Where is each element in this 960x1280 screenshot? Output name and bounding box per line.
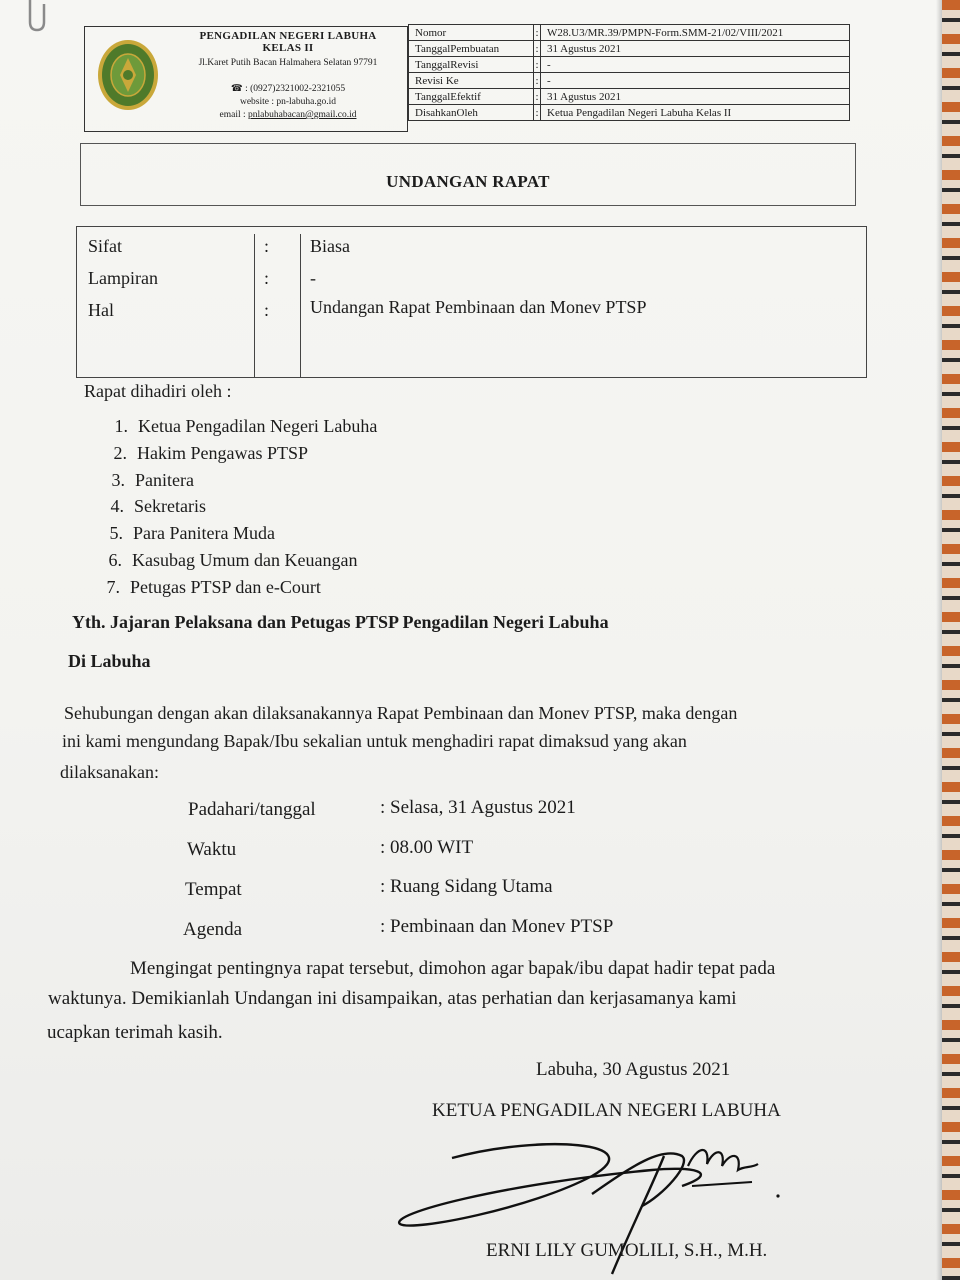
meta-colon: : — [535, 106, 539, 119]
institution-email: pnlabuhabacan@gmail.co.id — [248, 110, 357, 120]
meta-row — [409, 25, 850, 41]
list-item — [97, 523, 275, 544]
info-value-hal: Undangan Rapat Pembinaan dan Monev PTSP — [310, 297, 647, 317]
body-line: ini kami mengundang Bapak/Ibu sekalian untuk menghadiri rapat dimaksud yang akan — [62, 731, 687, 751]
list-item — [101, 443, 308, 464]
closing-line: waktunya. Demikianlah Undangan ini disampaikan, atas perhatian dan kerjasamanya kami — [48, 988, 737, 1009]
institution-name: PENGADILAN NEGERI LABUHA — [199, 30, 377, 42]
schedule-label-place: Tempat — [185, 879, 242, 900]
meta-colon: : — [535, 58, 539, 71]
list-text: Petugas PTSP dan e-Court — [130, 577, 321, 597]
body-line: Sehubungan dengan akan dilaksanakannya Rapat Pembinaan dan Monev PTSP, maka dengan — [64, 703, 738, 723]
recipient: Yth. Jajaran Pelaksana dan Petugas PTSP Pengadilan Negeri Labuha — [72, 612, 609, 632]
meta-key: DisahkanOleh — [409, 105, 534, 121]
sign-title: KETUA PENGADILAN NEGERI LABUHA — [432, 1100, 781, 1121]
list-number: 1. — [114, 416, 128, 436]
meta-value: Ketua Pengadilan Negeri Labuha Kelas II — [541, 105, 850, 121]
sign-name: ERNI LILY GUMOLILI, S.H., M.H. — [486, 1240, 768, 1261]
list-text: Para Panitera Muda — [133, 523, 275, 543]
info-divider — [254, 234, 255, 378]
schedule-value-time: : 08.00 WIT — [380, 837, 474, 858]
body-line: dilaksanakan: — [60, 762, 159, 782]
info-label-hal: Hal — [88, 300, 114, 320]
list-number: 2. — [113, 443, 127, 463]
institution-email-line — [168, 109, 408, 121]
info-colon: : — [264, 236, 270, 256]
schedule-label-day: Padahari/tanggal — [188, 799, 316, 820]
institution-website: website : pn-labuha.go.id — [239, 97, 337, 107]
closing-line: Mengingat pentingnya rapat tersebut, dimohon agar bapak/ibu dapat hadir tepat pada — [130, 958, 776, 979]
meta-row — [409, 57, 850, 73]
institution-class: KELAS II — [262, 42, 314, 54]
recipient-place: Di Labuha — [68, 651, 151, 671]
email-label: email : — [219, 110, 246, 120]
info-divider — [300, 234, 301, 378]
info-label-lampiran: Lampiran — [88, 268, 158, 288]
meta-colon: : — [535, 26, 539, 39]
meta-key: TanggalEfektif — [409, 89, 534, 105]
schedule-value-agenda: : Pembinaan dan Monev PTSP — [380, 916, 614, 937]
meta-row — [409, 105, 850, 121]
list-item — [98, 496, 206, 517]
list-number: 4. — [110, 496, 124, 516]
meta-value: 31 Agustus 2021 — [541, 89, 850, 105]
meta-value: W28.U3/MR.39/PMPN-Form.SMM-21/02/VIII/2021 — [541, 25, 850, 41]
meta-row — [409, 41, 850, 57]
meta-colon: : — [535, 42, 539, 55]
meta-key: Nomor — [409, 25, 534, 41]
list-text: Panitera — [135, 470, 194, 490]
list-number: 6. — [108, 550, 122, 570]
meta-value: 31 Agustus 2021 — [541, 41, 850, 57]
list-number: 7. — [106, 577, 120, 597]
closing-line: ucapkan terimah kasih. — [47, 1022, 223, 1043]
sign-place-date: Labuha, 30 Agustus 2021 — [536, 1059, 731, 1080]
document-title: UNDANGAN RAPAT — [386, 172, 550, 191]
list-item — [102, 416, 377, 437]
meta-key: TanggalPembuatan — [409, 41, 534, 57]
list-number: 3. — [111, 470, 125, 490]
list-item — [96, 550, 357, 571]
meta-value: - — [541, 57, 850, 73]
court-seal-logo-icon — [96, 38, 160, 112]
institution-phone: ☎ : (0927)2321002-2321055 — [230, 84, 346, 94]
document-meta-table — [408, 24, 850, 121]
list-text: Sekretaris — [134, 496, 206, 516]
paper-clip-icon — [24, 0, 50, 32]
info-colon: : — [264, 300, 270, 320]
info-value-sifat: Biasa — [310, 236, 350, 256]
meta-key: TanggalRevisi — [409, 57, 534, 73]
meta-row — [409, 89, 850, 105]
schedule-label-time: Waktu — [187, 839, 237, 860]
list-item — [94, 577, 321, 598]
list-text: Ketua Pengadilan Negeri Labuha — [138, 416, 378, 436]
list-number: 5. — [109, 523, 123, 543]
schedule-label-agenda: Agenda — [183, 919, 243, 940]
schedule-value-place: : Ruang Sidang Utama — [380, 876, 553, 897]
schedule-value-day: : Selasa, 31 Agustus 2021 — [380, 797, 576, 818]
meta-row — [409, 73, 850, 89]
meta-key: Revisi Ke — [409, 73, 534, 89]
info-colon: : — [264, 268, 270, 288]
attendees-intro: Rapat dihadiri oleh : — [84, 381, 232, 401]
list-item — [99, 470, 194, 491]
institution-address: Jl.Karet Putih Bacan Halmahera Selatan 97791 — [198, 58, 378, 68]
info-label-sifat: Sifat — [88, 236, 122, 256]
background-fabric — [942, 0, 960, 1280]
list-text: Hakim Pengawas PTSP — [137, 443, 308, 463]
meta-colon: : — [535, 74, 539, 87]
meta-value: - — [541, 73, 850, 89]
info-value-lampiran: - — [310, 268, 316, 288]
header-institution — [168, 30, 408, 121]
list-text: Kasubag Umum dan Keuangan — [132, 550, 358, 570]
meta-colon: : — [535, 90, 539, 103]
